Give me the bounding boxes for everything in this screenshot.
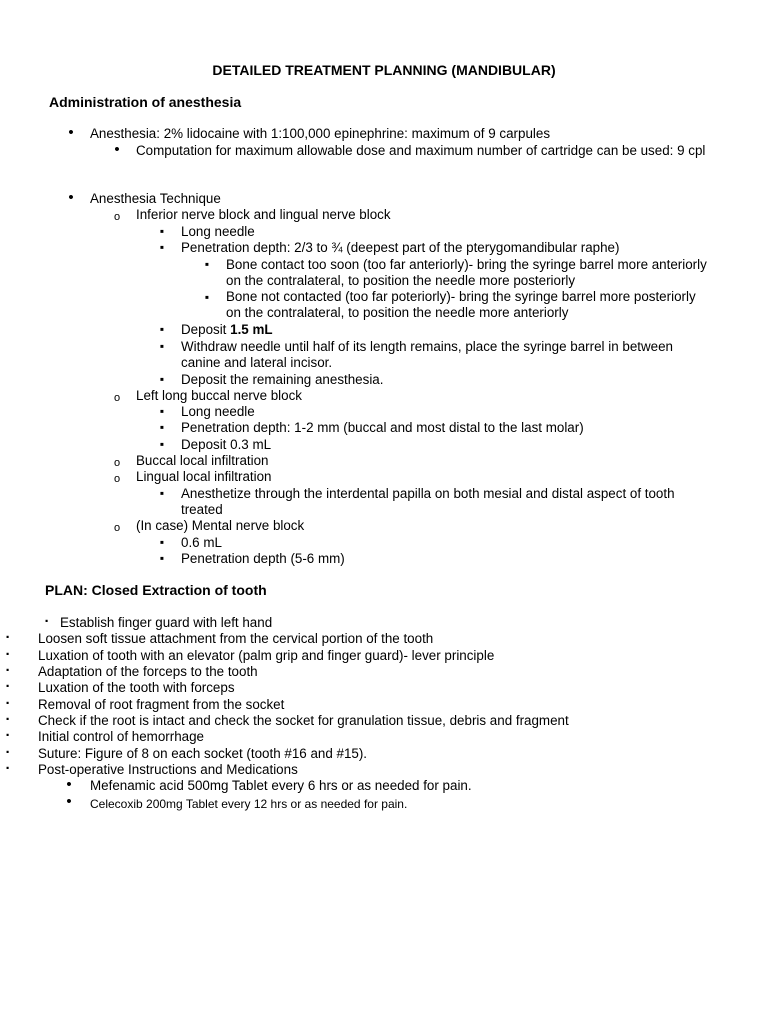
square-bullet-icon (155, 419, 169, 435)
technique-label: Anesthesia Technique (90, 191, 221, 206)
medication-item: Celecoxib 200mg Tablet every 12 hrs or as needed for pain. (90, 797, 408, 811)
bone-soon-line-2: on the contralateral, to position the needle more posteriorly (226, 273, 576, 288)
dot-bullet-icon (1, 630, 15, 646)
circle-bullet-icon (110, 208, 124, 225)
plan-heading: PLAN: Closed Extraction of tooth (45, 582, 267, 598)
deposit-prefix: Deposit (181, 322, 231, 337)
circle-bullet-icon (110, 519, 124, 536)
deposit-value: 1.5 mL (230, 322, 273, 337)
dot-bullet-icon (40, 614, 54, 630)
mental-amount: 0.6 mL (181, 535, 222, 550)
square-bullet-icon (155, 550, 169, 566)
bullet-icon (110, 142, 124, 158)
page-title: DETAILED TREATMENT PLANNING (MANDIBULAR) (212, 62, 556, 78)
square-bullet-icon (200, 256, 214, 272)
mental-block-label: (In case) Mental nerve block (136, 518, 305, 533)
dot-bullet-icon (1, 663, 15, 679)
square-bullet-icon (155, 371, 169, 387)
withdraw-line-1: Withdraw needle until half of its length remains, place the syringe barrel in between (181, 339, 674, 354)
square-bullet-icon (200, 289, 214, 305)
ianb-deposit (181, 322, 273, 338)
square-bullet-icon (155, 534, 169, 550)
square-bullet-icon (155, 485, 169, 501)
lingual-line-2: treated (181, 502, 223, 517)
lingual-infiltration-label: Lingual local infiltration (136, 469, 272, 484)
square-bullet-icon (155, 321, 169, 337)
dot-bullet-icon (1, 647, 15, 663)
plan-step: Loosen soft tissue attachment from the cervical portion of the tooth (38, 631, 434, 646)
plan-step: Adaptation of the forceps to the tooth (38, 664, 258, 679)
square-bullet-icon (155, 223, 169, 239)
dot-bullet-icon (1, 728, 15, 744)
deposit-remaining: Deposit the remaining anesthesia. (181, 372, 384, 387)
dot-bullet-icon (1, 679, 15, 695)
buccal-block-label: Left long buccal nerve block (136, 388, 302, 403)
withdraw-line-2: canine and lateral incisor. (181, 355, 333, 370)
bone-not-line-1: Bone not contacted (too far poteriorly)- bring the syringe barrel more posteriorly (226, 289, 696, 304)
bullet-icon (62, 777, 76, 793)
buccal-deposit: Deposit 0.3 mL (181, 437, 272, 452)
plan-step: Check if the root is intact and check the socket for granulation tissue, debris and fragment (38, 713, 569, 728)
bullet-icon (64, 125, 78, 141)
dot-bullet-icon (1, 761, 15, 777)
plan-step: Suture: Figure of 8 on each socket (tooth #16 and #15). (38, 746, 368, 761)
plan-step: Establish finger guard with left hand (60, 615, 273, 630)
circle-bullet-icon (110, 389, 124, 406)
dot-bullet-icon (1, 712, 15, 728)
buccal-infiltration: Buccal local infiltration (136, 453, 269, 468)
square-bullet-icon (155, 403, 169, 419)
lingual-line-1: Anesthetize through the interdental papilla on both mesial and distal aspect of tooth (181, 486, 675, 501)
medication-item: Mefenamic acid 500mg Tablet every 6 hrs or as needed for pain. (90, 778, 472, 793)
bullet-icon (64, 190, 78, 206)
circle-bullet-icon (110, 470, 124, 487)
ianb-penetration: Penetration depth: 2/3 to ¾ (deepest part of the pterygomandibular raphe) (181, 240, 620, 255)
buccal-long-needle: Long needle (181, 404, 255, 419)
square-bullet-icon (155, 239, 169, 255)
square-bullet-icon (155, 338, 169, 354)
plan-step: Luxation of the tooth with forceps (38, 680, 235, 695)
buccal-penetration: Penetration depth: 1-2 mm (buccal and most distal to the last molar) (181, 420, 584, 435)
square-bullet-icon (155, 436, 169, 452)
ianb-long-needle: Long needle (181, 224, 255, 239)
bone-soon-line-1: Bone contact too soon (too far anteriorly)- bring the syringe barrel more anteriorly (226, 257, 707, 272)
plan-step: Initial control of hemorrhage (38, 729, 204, 744)
bone-not-line-2: on the contralateral, to position the needle more anteriorly (226, 305, 569, 320)
plan-step: Post-operative Instructions and Medications (38, 762, 298, 777)
plan-step: Luxation of tooth with an elevator (palm grip and finger guard)- lever principle (38, 648, 495, 663)
circle-bullet-icon (110, 454, 124, 471)
plan-step: Removal of root fragment from the socket (38, 697, 285, 712)
computation-line: Computation for maximum allowable dose and maximum number of cartridge can be used: 9 cpl (136, 143, 706, 158)
anesthesia-line: Anesthesia: 2% lidocaine with 1:100,000 epinephrine: maximum of 9 carpules (90, 126, 551, 141)
anesthesia-heading: Administration of anesthesia (49, 94, 242, 110)
ianb-label: Inferior nerve block and lingual nerve block (136, 207, 391, 222)
dot-bullet-icon (1, 696, 15, 712)
dot-bullet-icon (1, 745, 15, 761)
bullet-icon (62, 794, 76, 810)
mental-penetration: Penetration depth (5-6 mm) (181, 551, 345, 566)
